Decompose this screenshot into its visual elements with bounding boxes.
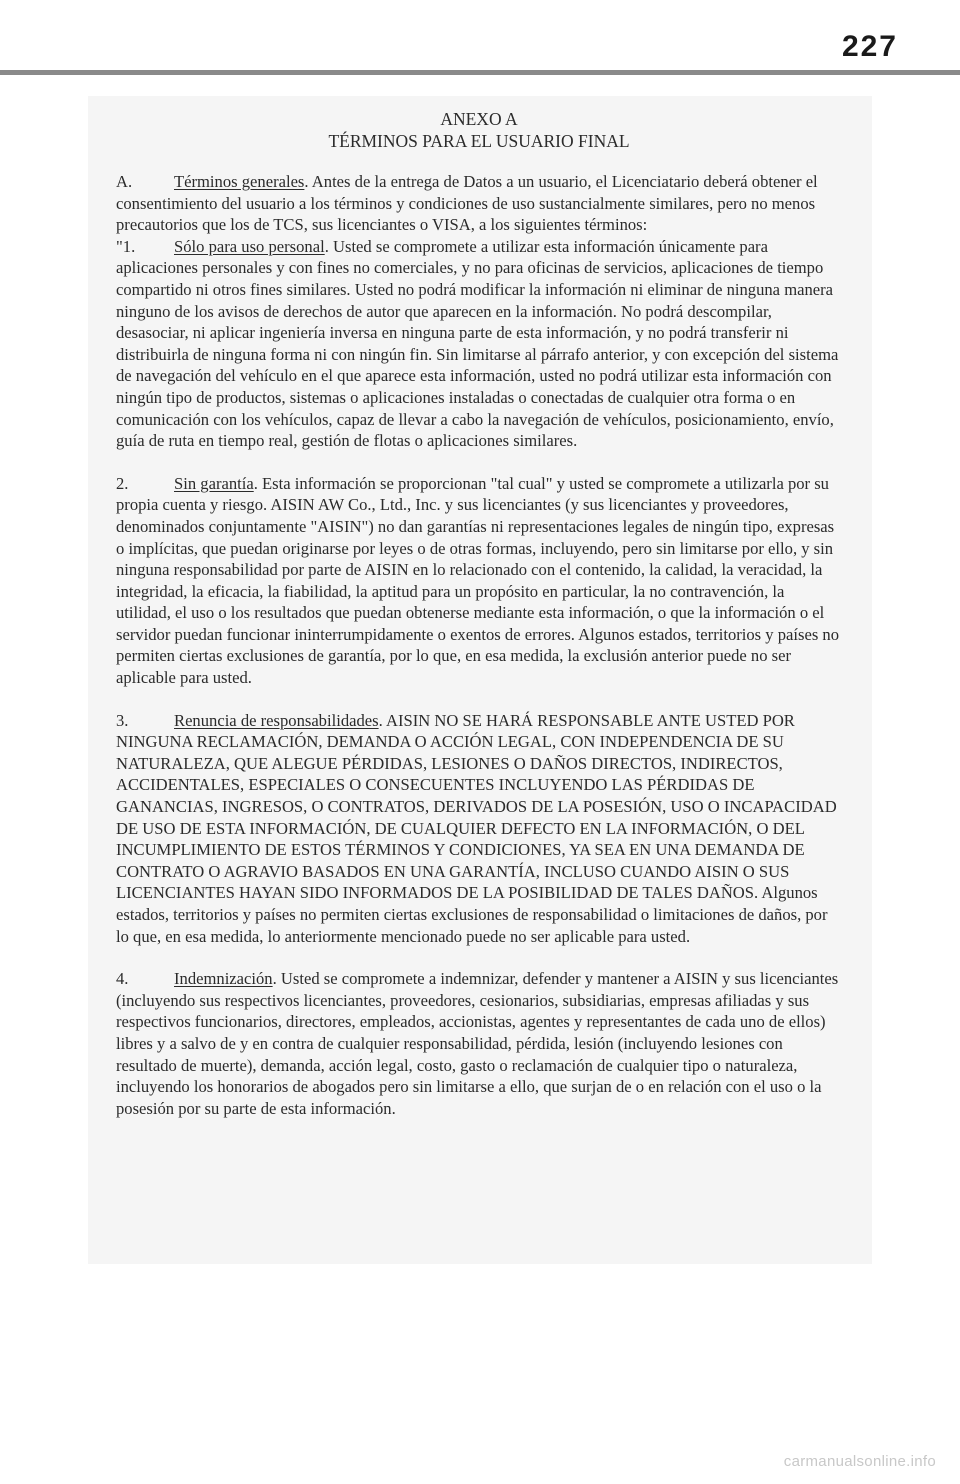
section-number: A. bbox=[116, 172, 133, 191]
footer-watermark: carmanualsonline.info bbox=[783, 1453, 936, 1470]
section-term: Sin garantía bbox=[174, 473, 254, 493]
section-number: "1. bbox=[116, 236, 136, 256]
section-number: 4. bbox=[116, 969, 129, 989]
section-2 bbox=[116, 473, 842, 689]
section-text: . Usted se compromete a utilizar esta información únicamente para aplicaciones personales y con fines no comerciales, y no para oficinas de servicios, aplicaciones de tiempo compartido ni otros fines similares. Usted no podrá modificar la información ni eliminar de ninguna manera ninguno de los avisos de derechos de autor que aparecen en la información. No podrá descompilar, desasociar, ni aplicar ingeniería inversa en ninguna parte de esta información, y no podrá transferir ni distribuirla de ninguna forma ni con ningún fin. Sin limitarse al párrafo anterior, y con excepción del sistema de navegación del vehículo en el que aparece esta información, usted no podrá utilizar esta información con ningún tipo de productos, sistemas o aplicaciones instaladas o conectadas de cualquier otra forma o en comunicación con los vehículos, capaz de llevar a cabo la navegación de vehículos, posicionamiento, envío, guía de ruta en tiempo real, gestión de flotas o aplicaciones similares. bbox=[116, 236, 839, 451]
section-1 bbox=[116, 236, 842, 452]
section-4 bbox=[116, 968, 842, 1119]
section-text: . Antes de la entrega de Datos a un usuario, el Licenciatario deberá obtener el consentimiento del usuario a los términos y condiciones de uso sustancialmente similares, pero no menos precautorios que los de TCS, sus licenciantes o VISA, a los siguientes términos: bbox=[116, 172, 818, 235]
header-divider bbox=[0, 70, 960, 75]
annex-subtitle: TÉRMINOS PARA EL USUARIO FINAL bbox=[328, 131, 630, 151]
section-text: . Esta información se proporcionan "tal cual" y usted se compromete a utilizarla por su propia cuenta y riesgo. AISIN AW Co., Ltd., Inc. y sus licenciantes (y sus licenciantes y proveedores, denominados conjuntamente "AISIN") no dan garantías ni representaciones legales de ningún tipo, expresas o implícitas, que puedan originarse por leyes o de otras formas, incluyendo, pero sin limitarse por ello, y sin ninguna responsabilidad por parte de AISIN en lo relacionado con el contenido, la calidad, la veracidad, la integridad, la eficacia, la fiabilidad, la aptitud para un propósito en particular, la no contravención, la utilidad, el uso o los resultados que puedan obtenerse mediante esta información, o que la información o el servidor puedan funcionar ininterrumpidamente o exentos de errores. Algunos estados, territorios y países no permiten ciertas exclusiones de garantía, por lo que, en esa medida, la exclusión anterior puede no ser aplicable para usted. bbox=[116, 473, 840, 688]
section-3 bbox=[116, 710, 842, 948]
annex-title: ANEXO A bbox=[440, 109, 518, 129]
section-text: . AISIN NO SE HARÁ RESPONSABLE ANTE USTED POR NINGUNA RECLAMACIÓN, DEMANDA O ACCIÓN LEGAL, CON INDEPENDENCIA DE SU NATURALEZA, QUE ALEGUE PÉRDIDAS, LESIONES O DAÑOS DIRECTOS, INDIRECTOS, ACCIDENTALES, ESPECIALES O CONSECUENTES INCLUYENDO LAS PÉRDIDAS DE GANANCIAS, INGRESOS, O CONTRATOS, DERIVADOS DE LA POSESIÓN, USO O INCAPACIDAD DE USO DE ESTA INFORMACIÓN, DE CUALQUIER DEFECTO EN LA INFORMACIÓN, O DEL INCUMPLIMIENTO DE ESTOS TÉRMINOS Y CONDICIONES, YA SEA EN UNA DEMANDA DE CONTRATO O AGRAVIO BASADOS EN UNA GARANTÍA, INCLUSO CUANDO AISIN O SUS LICENCIANTES HAYAN SIDO INFORMADOS DE LA POSIBILIDAD DE TALES DAÑOS. Algunos estados, territorios y países no permiten ciertas exclusiones de responsabilidad o limitaciones de daños, por lo que, en esa medida, lo anteriormente mencionado puede no ser aplicable para usted. bbox=[116, 710, 837, 946]
section-term: Términos generales bbox=[174, 172, 305, 191]
section-term: Sólo para uso personal bbox=[174, 236, 325, 256]
section-term: Indemnización bbox=[174, 969, 273, 989]
page-number: 227 bbox=[841, 30, 898, 63]
section-a bbox=[116, 171, 842, 236]
section-text: . Usted se compromete a indemnizar, defender y mantener a AISIN y sus licenciantes (incluyendo sus respectivos licenciantes, proveedores, cesionarios, subsidiarias, empresas afiliadas y sus respectivos funcionarios, directores, empleados, accionistas, agentes y representantes de cada uno de ellos) libres y a salvo de y en contra de cualquier responsabilidad, pérdida, lesión (incluyendo lesiones con resultado de muerte), demanda, acción legal, costo, gasto o reclamación de cualquier tipo o naturaleza, incluyendo los honorarios de abogados pero sin limitarse a ello, que surjan de o en relación con el uso o la posesión por su parte de esta información. bbox=[116, 969, 839, 1118]
section-term: Renuncia de responsabilidades bbox=[174, 710, 379, 730]
section-number: 3. bbox=[116, 710, 129, 730]
section-number: 2. bbox=[116, 473, 129, 493]
scanned-document-image bbox=[88, 96, 872, 1264]
